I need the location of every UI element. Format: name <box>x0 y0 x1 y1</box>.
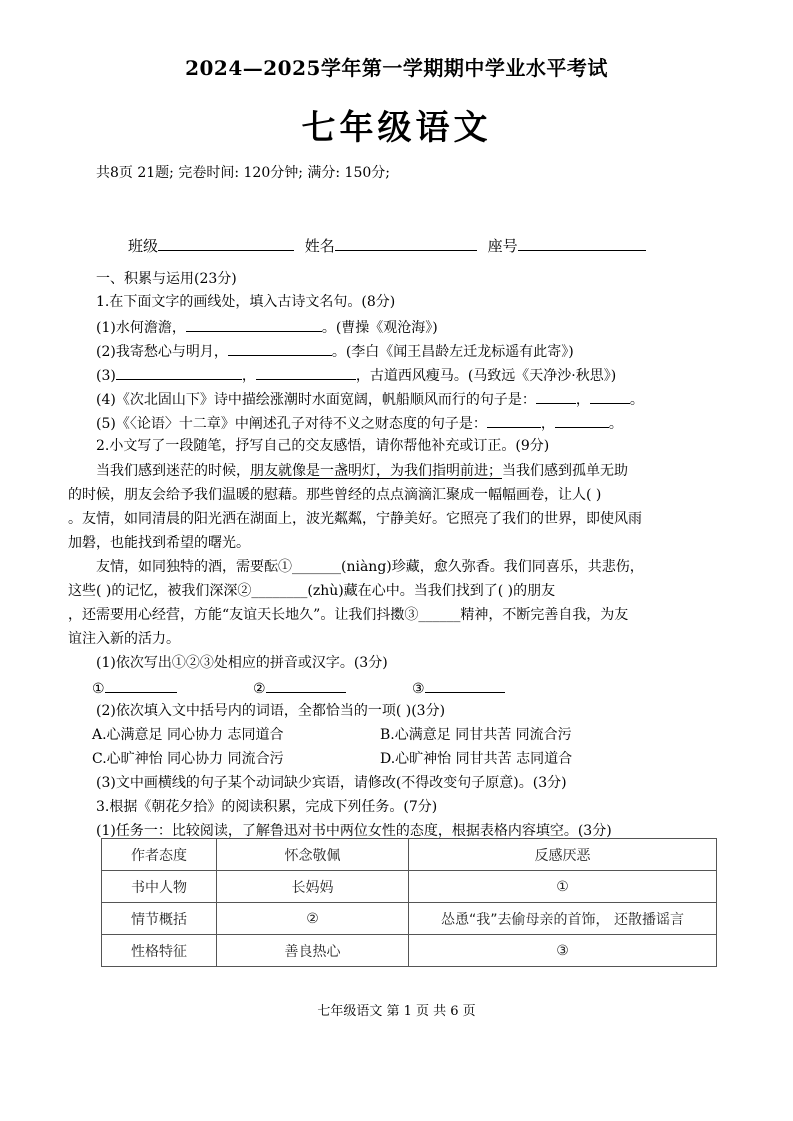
option-d[interactable]: D.心旷神怡 同甘共苦 志同道合 <box>380 751 573 767</box>
q2-stem: 2.小文写了一段随笔，抒写自己的交友感悟，请你帮他补充或订正。(9分) <box>96 438 550 454</box>
seat-label: 座号 <box>487 237 518 255</box>
blank-2-field[interactable] <box>266 678 346 693</box>
table-row <box>102 935 717 967</box>
table-row <box>102 871 717 903</box>
q1-l2-post: 。(李白《闻王昌龄左迁龙标遥有此寄》) <box>331 344 574 360</box>
q1-line-5 <box>96 413 623 433</box>
student-info-line <box>128 236 646 255</box>
answer-blank[interactable] <box>186 317 322 332</box>
q1-l5-pre: (5)《〈论语〉十二章》中阐述孔子对待不义之财态度的句子是： <box>96 416 487 432</box>
blank-1-field[interactable] <box>105 678 177 693</box>
q1-l3-mid: ， <box>241 368 256 384</box>
q1-l4-post: 。 <box>629 392 644 408</box>
section-1-title: 一、积累与运用(23分) <box>96 271 237 287</box>
q1-line-4 <box>96 389 644 409</box>
q1-line-2 <box>96 341 574 361</box>
q3-task-1: (1)任务一：比较阅读，了解鲁迅对书中两位女性的态度，根据表格内容填空。(3分) <box>96 823 612 839</box>
q2-p1-line-1 <box>96 462 628 480</box>
q2-p1-l1-post: 当我们感到孤单无助 <box>502 463 628 479</box>
q3-stem: 3.根据《朝花夕拾》的阅读积累，完成下列任务。(7分) <box>96 799 438 815</box>
q1-l3-post: ，古道西风瘦马。(马致远《天净沙·秋思》) <box>355 368 617 384</box>
q2-sub-1: (1)依次写出①②③处相应的拼音或汉字。(3分) <box>96 655 388 671</box>
q2-p2-line-1: 友情，如同独特的酒，需要酝①_______(niàng)珍藏，愈久弥香。我们同喜乐，共悲伤， <box>96 559 644 575</box>
table-cell: 善良热心 <box>217 935 409 967</box>
underlined-sentence: 朋友就像是一盏明灯，为我们指明前进； <box>250 463 502 479</box>
blank-3-field[interactable] <box>425 678 505 693</box>
q2-p2-line-3: ，还需要用心经营，方能“友谊天长地久”。让我们抖擞③______精神，不断完善自我，为友 <box>68 607 629 623</box>
table-cell: 作者态度 <box>102 839 217 871</box>
table-cell: 反感厌恶 <box>409 839 717 871</box>
page-footer: 七年级语文 第 1 页 共 6 页 <box>317 1004 476 1019</box>
answer-cell[interactable]: ③ <box>409 935 717 967</box>
q1-stem: 1.在下面文字的画线处，填入古诗文名句。(8分) <box>96 294 396 310</box>
q1-l1-post: 。(曹操《观沧海》) <box>321 320 438 336</box>
option-a[interactable]: A.心满意足 同心协力 志同道合 <box>92 727 284 743</box>
table-row <box>102 839 717 871</box>
q2-p2-line-2: 这些( )的记忆，被我们深深②________(zhù)藏在心中。当我们找到了( )的朋友 <box>68 583 556 599</box>
answer-blank[interactable] <box>228 341 332 356</box>
name-label: 姓名 <box>304 237 335 255</box>
table-cell: 怂恿“我”去偷母亲的首饰， 还散播谣言 <box>409 903 717 935</box>
answer-blank[interactable] <box>116 365 242 380</box>
answer-cell[interactable]: ② <box>217 903 409 935</box>
q2-p1-line-3: 。友情，如同清晨的阳光洒在湖面上，波光粼粼，宁静美好。它照亮了我们的世界，即使风雨 <box>68 511 642 527</box>
q2-p1-l1-pre: 当我们感到迷茫的时候， <box>96 463 250 479</box>
class-label: 班级 <box>128 237 159 255</box>
name-field[interactable] <box>335 236 477 251</box>
q2-sub-2: (2)依次填入文中括号内的词语，全都恰当的一项( )(3分) <box>96 703 446 719</box>
q1-l3-pre: (3) <box>96 368 116 384</box>
exam-info: 共8页 21题; 完卷时间: 120分钟; 满分: 150分; <box>96 165 390 181</box>
q1-l5-post: 。 <box>608 416 623 432</box>
q2-sub-3: (3)文中画横线的句子某个动词缺少宾语，请修改(不得改变句子原意)。(3分) <box>96 775 567 791</box>
table-cell: 情节概括 <box>102 903 217 935</box>
exam-title: 2024—2025学年第一学期期中学业水平考试 <box>185 56 608 80</box>
q1-line-1 <box>96 317 438 337</box>
q1-l2-pre: (2)我寄愁心与明月， <box>96 344 228 360</box>
answer-cell[interactable]: ① <box>409 871 717 903</box>
option-b[interactable]: B.心满意足 同甘共苦 同流合污 <box>380 727 572 743</box>
comparison-table <box>101 838 717 967</box>
q2-p1-line-4: 加磐，也能找到希望的曙光。 <box>68 535 250 551</box>
q1-line-3 <box>96 365 616 385</box>
class-field[interactable] <box>158 236 294 251</box>
q1-l4-pre: (4)《次北固山下》诗中描绘涨潮时水面宽阔，帆船顺风而行的句子是： <box>96 392 536 408</box>
seat-field[interactable] <box>518 236 646 251</box>
q1-l5-mid: ， <box>540 416 555 432</box>
q2-p2-line-4: 谊注入新的活力。 <box>68 631 180 647</box>
q2-p1-line-2: 的时候，朋友会给予我们温暖的慰藉。那些曾经的点点滴滴汇聚成一幅幅画卷，让人( ) <box>68 487 602 503</box>
answer-blank[interactable] <box>536 389 576 404</box>
subject-title: 七年级语文 <box>301 108 492 148</box>
q2-blanks-row <box>92 678 505 698</box>
answer-blank[interactable] <box>590 389 630 404</box>
answer-blank[interactable] <box>555 413 609 428</box>
table-row <box>102 903 717 935</box>
answer-blank[interactable] <box>256 365 356 380</box>
q1-l4-mid: ， <box>575 392 590 408</box>
blank-3-label: ③ <box>412 681 425 697</box>
table-cell: 书中人物 <box>102 871 217 903</box>
blank-2-label: ② <box>253 681 266 697</box>
option-c[interactable]: C.心旷神怡 同心协力 同流合污 <box>92 751 284 767</box>
table-cell: 怀念敬佩 <box>217 839 409 871</box>
table-cell: 性格特征 <box>102 935 217 967</box>
table-cell: 长妈妈 <box>217 871 409 903</box>
blank-1-label: ① <box>92 681 105 697</box>
answer-blank[interactable] <box>487 413 541 428</box>
q1-l1-pre: (1)水何澹澹， <box>96 320 186 336</box>
